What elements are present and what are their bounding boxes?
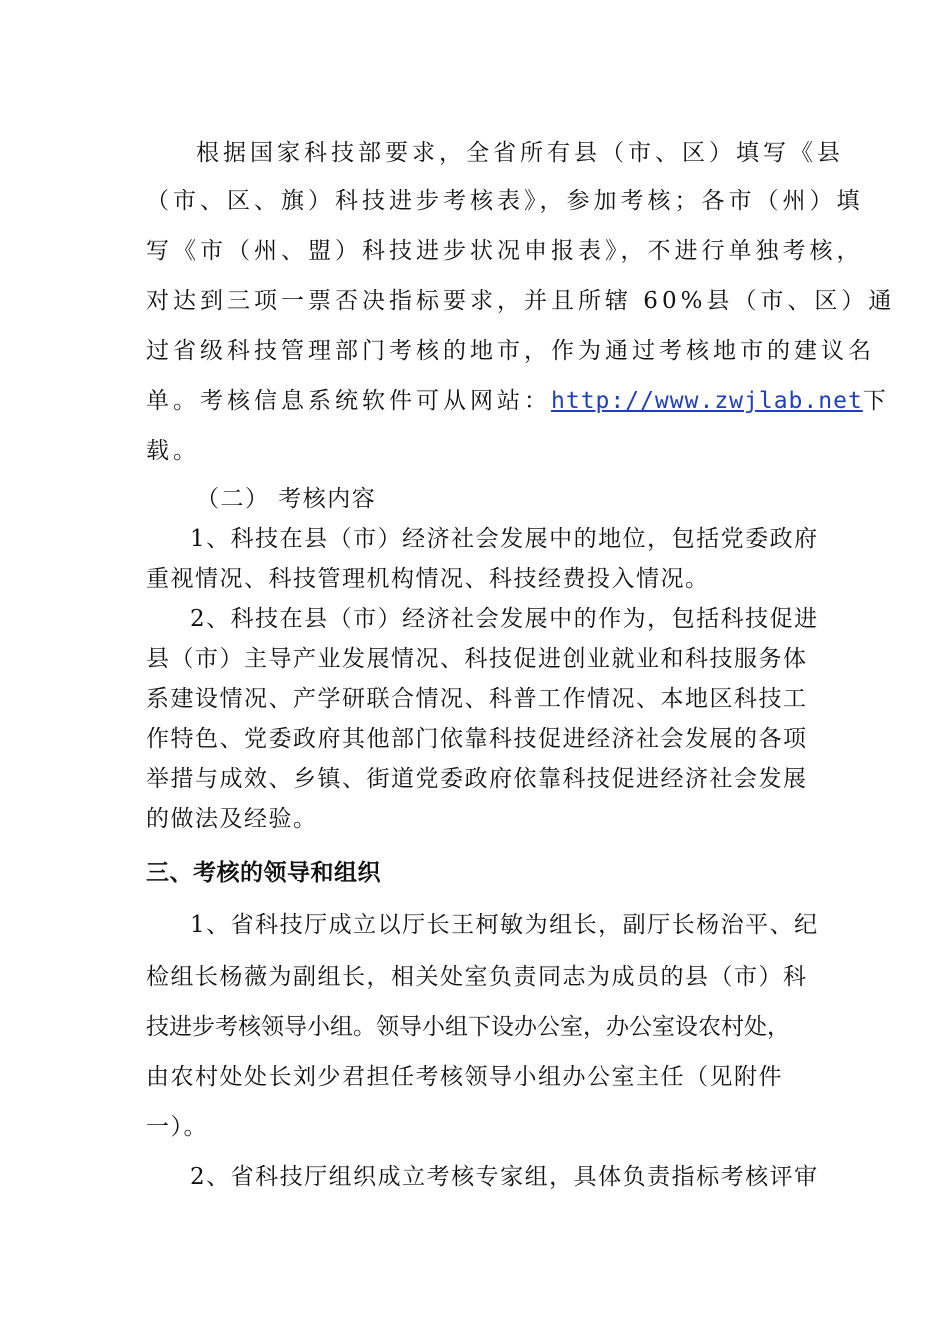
paragraph-1-line-6 [146,386,890,416]
section-2-item-2-line-1: 2、科技在县（市）经济社会发展中的作为，包括科技促进 [190,606,819,632]
section-3-item-1-line-1: 1、省科技厅成立以厅长王柯敏为组长，副厅长杨治平、纪 [190,912,819,938]
paragraph-1-line-5: 过省级科技管理部门考核的地市，作为通过考核地市的建议名 [146,338,875,364]
website-link[interactable]: http://www.zwjlab.net [551,388,863,414]
paragraph-1-line-4: 对达到三项一票否决指标要求，并且所辖 60%县（市、区）通 [146,288,896,314]
section-3-item-1-line-5: 一）。 [146,1114,208,1140]
section-3-item-2-line-1: 2、省科技厅组织成立考核专家组，具体负责指标考核评审 [190,1164,819,1190]
section-3-item-1-line-3: 技进步考核领导小组。领导小组下设办公室，办公室设农村处， [146,1014,790,1040]
section-2-item-1-line-1: 1、科技在县（市）经济社会发展中的地位，包括党委政府 [190,526,819,552]
paragraph-1-line-3: 写《市（州、盟）科技进步状况申报表》，不进行单独考核， [146,238,864,264]
section-2-item-2-line-6: 的做法及经验。 [146,806,318,832]
section-2-item-2-line-2: 县（市）主导产业发展情况、科技促进创业就业和科技服务体 [146,646,808,672]
section-2-item-2-line-5: 举措与成效、乡镇、街道党委政府依靠科技促进经济社会发展 [146,766,808,792]
paragraph-1-line-1: 根据国家科技部要求，全省所有县（市、区）填写《县 [196,140,844,166]
section-2-item-2-line-4: 作特色、党委政府其他部门依靠科技促进经济社会发展的各项 [146,726,808,752]
paragraph-1-line-6-tail: 下 [862,388,890,414]
section-3-item-1-line-4: 由农村处处长刘少君担任考核领导小组办公室主任（见附件 [146,1064,783,1090]
section-2-title: （二） 考核内容 [196,486,377,512]
paragraph-1-line-6-text: 单。考核信息系统软件可从网站： [146,388,551,414]
paragraph-1-line-2: （市、区、旗）科技进步考核表》，参加考核；各市（州）填 [146,188,864,214]
section-2-item-1-line-2: 重视情况、科技管理机构情况、科技经费投入情况。 [146,566,710,592]
paragraph-1-line-7: 载。 [146,438,200,464]
section-2-item-2-line-3: 系建设情况、产学研联合情况、科普工作情况、本地区科技工 [146,686,808,712]
section-3-item-1-line-2: 检组长杨薇为副组长，相关处室负责同志为成员的县（市）科 [146,964,808,990]
section-3-heading: 三、考核的领导和组织 [146,860,381,886]
